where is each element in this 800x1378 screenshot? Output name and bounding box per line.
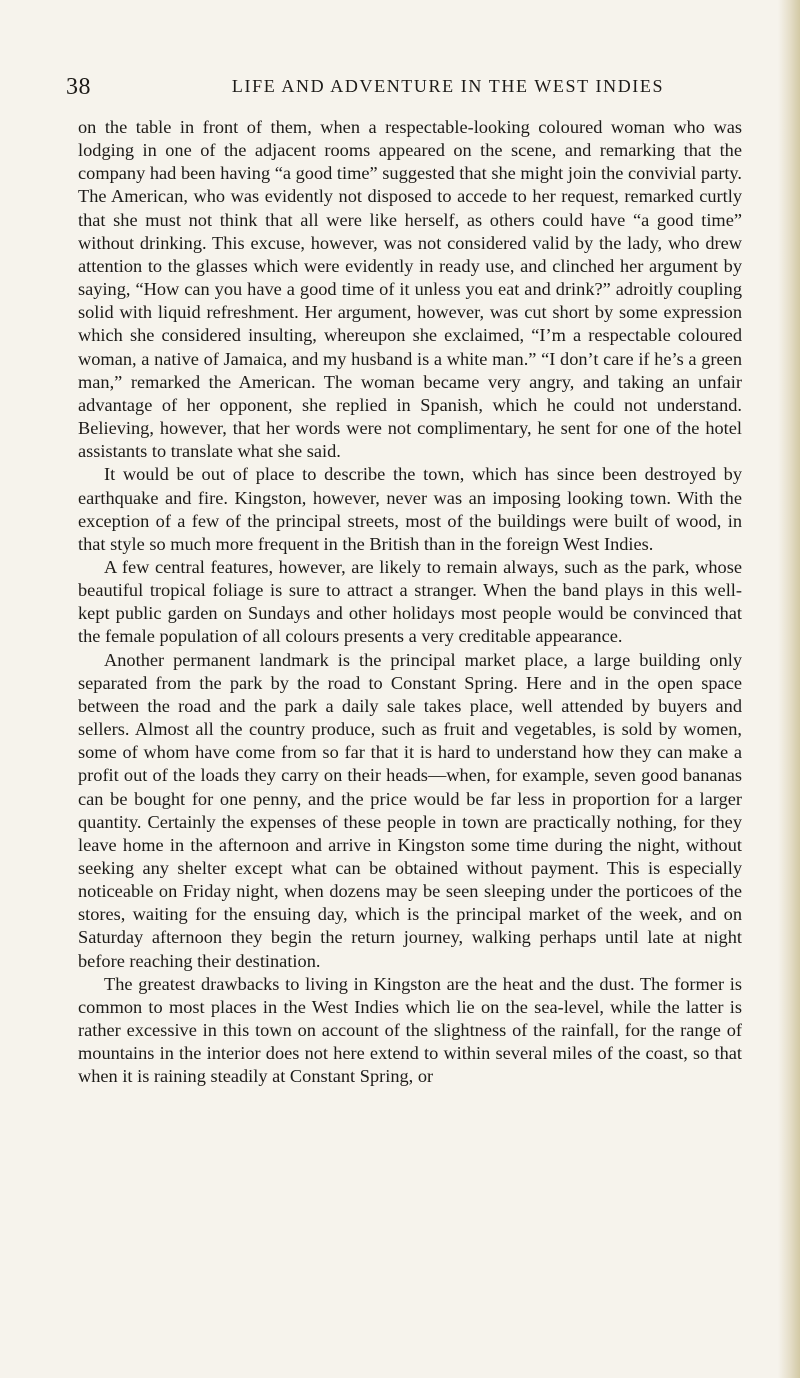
page-edge-shading: [778, 0, 800, 1378]
paragraph: It would be out of place to describe the town, which has since been destroyed by earthquake and fire. Kingston, however, never was an imposing looking town. With the exception of a few of the principal streets, most of the buildings were built of wood, in that style so much more frequent in the British than in the foreign West Indies.: [78, 464, 742, 554]
paragraph: Another permanent landmark is the principal market place, a large building only separated from the park by the road to Constant Spring. Here and in the open space between the road and the park a daily sale takes place, well attended by buyers and sellers. Almost all the country produce, such as fruit and vegetables, is sold by women, some of whom have come from so far that it is hard to understand how they can make a profit out of the loads they carry on their heads—when, for example, seven good bananas can be bought for one penny, and the price would be far less in proportion for a larger quantity. Certainly the expenses of these people in town are practically nothing, for they leave home in the afternoon and arrive in Kingston some time during the night, without seeking any shelter except what can be obtained without payment. This is especially noticeable on Friday night, when dozens may be seen sleeping under the porticoes of the stores, waiting for the ensuing day, which is the principal market of the week, and on Saturday afternoon they begin the return journey, walking perhaps until late at night before reaching their destination.: [78, 649, 742, 971]
paragraph: A few central features, however, are likely to remain always, such as the park, whose beautiful tropical foliage is sure to attract a stranger. When the band plays in this well-kept public garden on Sundays and other holidays most people would be convinced that the female population of all colours presents a very creditable appearance.: [78, 556, 742, 647]
running-header: [66, 74, 756, 104]
page-number: 38: [66, 74, 91, 100]
paragraph: on the table in front of them, when a respectable-looking coloured woman who was lodging in one of the adjacent rooms appeared on the scene, and remarking that the company had been having “a good time” suggested that she might join the convivial party. The American, who was evidently not disposed to accede to her request, remarked curtly that she must not think that all were like herself, as others could have “a good time” without drinking. This excuse, however, was not considered valid by the lady, who drew attention to the glasses which were evidently in ready use, and clinched her argument by saying, “How can you have a good time of it unless you eat and drink?” adroitly coupling solid with liquid refreshment. Her argument, however, was cut short by some expression which she considered insulting, whereupon she exclaimed, “I’m a respectable coloured woman, a native of Jamaica, and my husband is a white man.” “I don’t care if he’s a green man,” remarked the American. The woman became very angry, and taking an unfair advantage of her opponent, she replied in Spanish, which he could not understand. Believing, however, that her words were not complimentary, he sent for one of the hotel assistants to translate what she said.: [78, 117, 742, 462]
running-title: LIFE AND ADVENTURE IN THE WEST INDIES: [231, 76, 665, 96]
body-text: [78, 116, 742, 1089]
paragraph: The greatest drawbacks to living in Kingston are the heat and the dust. The former is common to most places in the West Indies which lie on the sea-level, while the latter is rather excessive in this town on account of the slightness of the rainfall, for the range of mountains in the interior does not here extend to within several miles of the coast, so that when it is raining steadily at Constant Spring, or: [78, 973, 742, 1087]
